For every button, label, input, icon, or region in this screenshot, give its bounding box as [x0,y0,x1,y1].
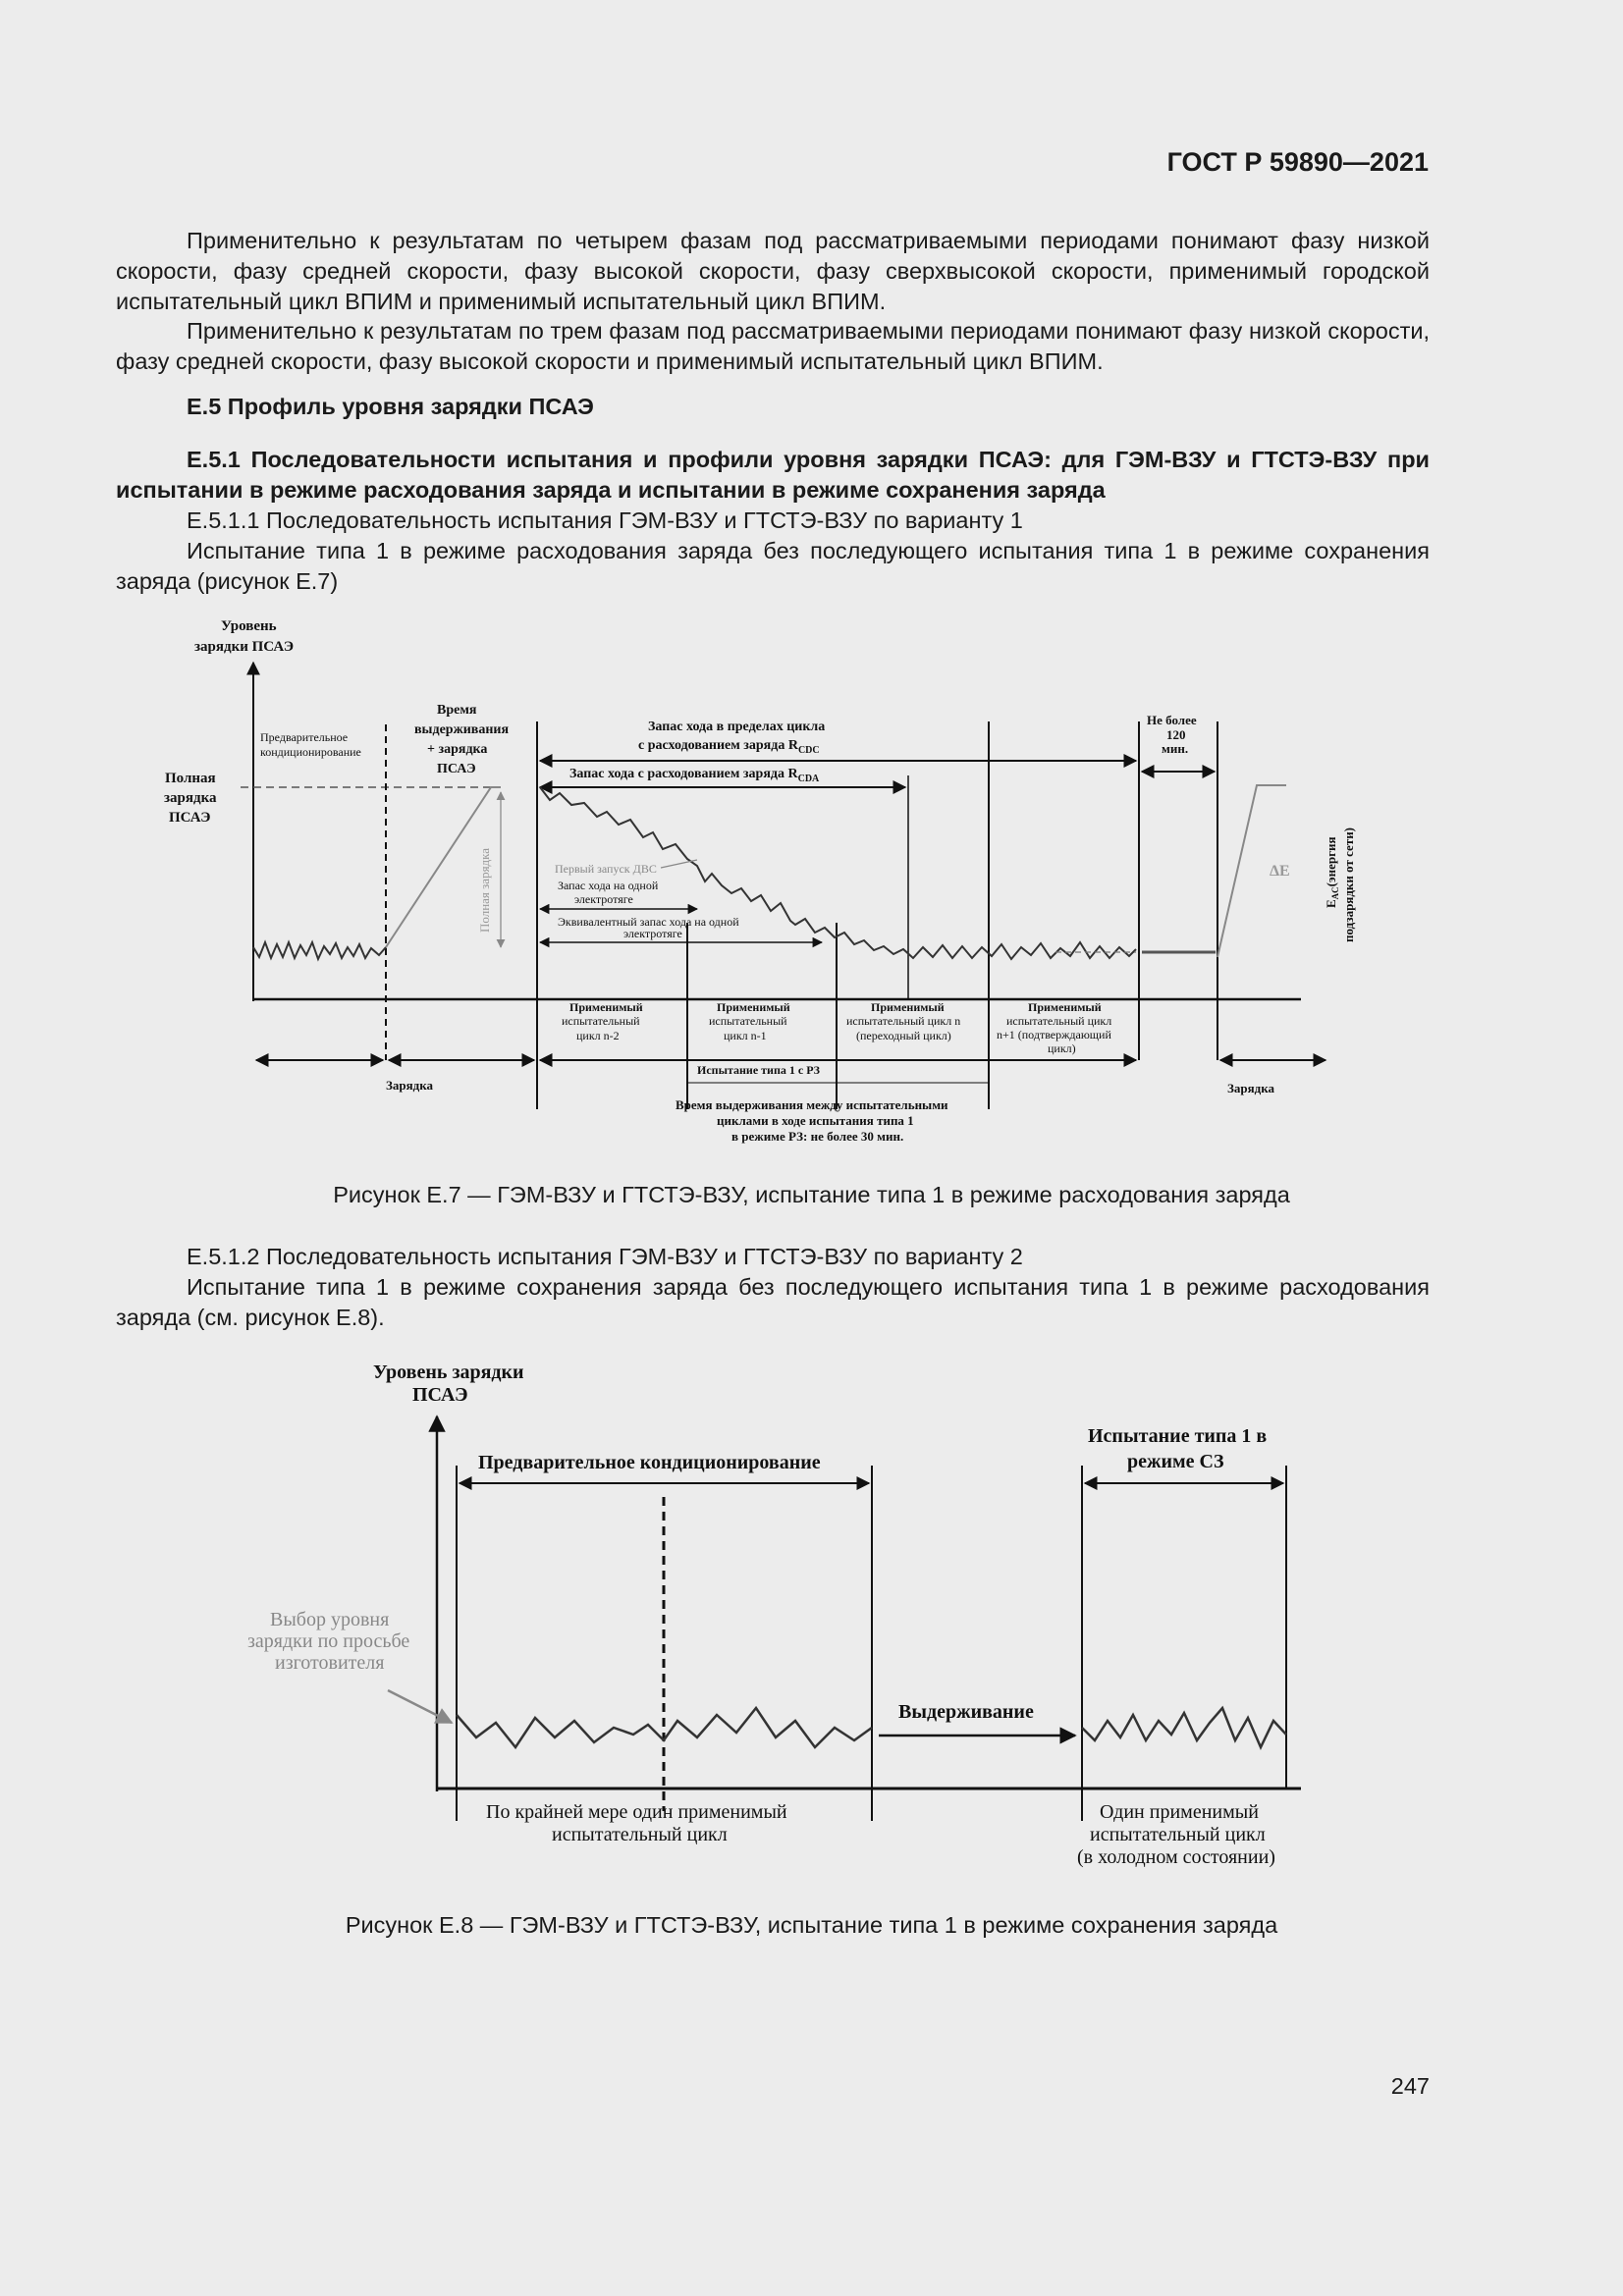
soak-between-label-2: циклами в ходе испытания типа 1 [717,1113,914,1128]
figure-e7-caption: Рисунок Е.7 — ГЭМ-ВЗУ и ГТСТЭ-ВЗУ, испытание типа 1 в режиме расходования заряда [333,1182,1290,1207]
rcda-text: Запас хода с расходованием заряда R [569,767,798,781]
document-number: ГОСТ Р 59890—2021 [1166,147,1429,177]
soak-between-label-3: в режиме РЗ: не более 30 мин. [731,1129,904,1144]
soak-label-1: Время [437,703,477,718]
section-heading-e5 [116,392,1430,422]
e8-soc-select-label-1: Выбор уровня [270,1609,390,1630]
figure-e7-diagram [147,609,1375,1158]
delta-e-label: ΔE [1270,863,1290,880]
full-charge-vertical-label: Полная зарядка [477,847,492,933]
cycle-n1-label-3: цикл n-1 [724,1029,767,1042]
rcdc-label-2 [638,738,820,756]
rcdc-label-1: Запас хода в пределах цикла [648,720,826,734]
cycle-confirm-label-1: Применимый [1028,1000,1102,1014]
paragraph-text: Испытание типа 1 в режиме расходования заряда без последующего испытания типа 1 в режиме сохранения заряда (рисунок Е.7) [116,538,1430,594]
soak-label-4: ПСАЭ [437,762,476,776]
eac-label-2: подзарядки от сети) [1341,827,1356,942]
aer-label-2: электротяге [574,892,633,906]
ice-start-leader [661,860,697,868]
e8-min-cycle-label-2: испытательный цикл [552,1824,728,1845]
section-heading-e51 [116,445,1430,506]
e8-one-cycle-label-2: испытательный цикл [1090,1824,1266,1845]
e8-soc-select-label-3: изготовителя [275,1652,385,1674]
paragraph-text: Е.5.1.1 Последовательность испытания ГЭМ-ВЗУ и ГТСТЭ-ВЗУ по варианту 1 [187,507,1023,533]
aer-label-1: Запас хода на одной [558,879,659,892]
paragraph-text: Е.5.1.2 Последовательность испытания ГЭМ-ВЗУ и ГТСТЭ-ВЗУ по варианту 2 [187,1244,1023,1269]
eaer-label-1: Эквивалентный запас хода на одной [558,915,739,929]
e8-cs-test-label-1: Испытание типа 1 в [1088,1425,1268,1447]
charge-left-label: Зарядка [386,1078,433,1093]
cycle-n2-label-2: испытательный [562,1014,640,1028]
page-number: 247 [1390,2073,1430,2099]
paragraph-variant1 [116,536,1430,597]
heading-text: Е.5 Профиль уровня зарядки ПСАЭ [187,394,594,419]
max120-label-1: Не более [1147,713,1197,727]
heading-text: Е.5.1 Последовательности испытания и профили уровня зарядки ПСАЭ: для ГЭМ-ВЗУ и ГТСТЭ-ВЗУ при испытании в режиме расходования заряда и испытании в режиме сохранения заряда [116,447,1430,503]
paragraph-text: Применительно к результатам по трем фазам под рассматриваемыми периодами понимают фазу низкой скорости, фазу средней скорости, фазу высокой скорости и применимый испытательный цикл ВПИМ. [116,318,1430,374]
precond-label-1: Предварительное [260,730,349,744]
paragraph-e512 [116,1242,1430,1272]
full-charge-label-1: Полная [165,771,216,786]
cycle-confirm-label-3: n+1 (подтверждающий [997,1028,1111,1041]
figure-e8-diagram [236,1350,1325,1890]
e8-cs-soc-trace [1082,1708,1286,1747]
e8-one-cycle-label-3: (в холодном состоянии) [1077,1846,1275,1868]
eac-subscript: AC [1330,886,1340,900]
cycle-confirm-label-2: испытательный цикл [1006,1014,1112,1028]
charge-right-label: Зарядка [1227,1081,1274,1095]
soak-between-label-1: Время выдерживания между испытательными [676,1097,948,1112]
e8-y-axis-label-1: Уровень зарядки [373,1362,524,1383]
paragraph-text: Испытание типа 1 в режиме сохранения заряда без последующего испытания типа 1 в режиме расходования заряда (см. рисунок Е.8). [116,1274,1430,1330]
e8-cs-test-label-2: режиме СЗ [1127,1451,1224,1472]
ice-start-label: Первый запуск ДВС [555,862,657,876]
rcdc-text: с расходованием заряда R [638,738,798,753]
cycle-n1-label-1: Применимый [717,1000,790,1014]
y-axis-label-1: Уровень [221,618,277,634]
paragraph-text: Применительно к результатам по четырем фазам под рассматриваемыми периодами понимают фазу низкой скорости, фазу средней скорости, фазу высокой скорости, фазу сверхвысокой скорости, применимый городской испытательный цикл ВПИМ и применимый испытательный цикл ВПИМ. [116,228,1430,314]
soak-label-2: выдерживания [414,722,510,737]
e8-soc-select-label-2: зарядки по просьбе [247,1630,410,1652]
e8-one-cycle-label-1: Один применимый [1100,1801,1259,1823]
cycle-n-label-2: испытательный цикл n [846,1014,961,1028]
eaer-label-2: электротяге [623,927,682,940]
soak-label-3: + зарядка [427,742,488,757]
e8-precond-label: Предварительное кондиционирование [478,1452,821,1473]
eac-energy: (энергия [1324,836,1338,887]
y-axis-label-2: зарядки ПСАЭ [194,639,294,655]
e8-y-axis-label-2: ПСАЭ [412,1384,468,1406]
precond-soc-trace [253,942,386,959]
paragraph-e511 [116,506,1430,536]
paragraph-four-phases [116,226,1430,317]
cycle-n1-label-2: испытательный [709,1014,787,1028]
max120-label-2: 120 [1166,727,1186,742]
cycle-n2-label-1: Применимый [569,1000,643,1014]
cycle-confirm-label-4: цикл) [1048,1041,1076,1055]
figure-e8-caption: Рисунок Е.8 — ГЭМ-ВЗУ и ГТСТЭ-ВЗУ, испытание типа 1 в режиме сохранения заряда [345,1912,1278,1938]
paragraph-variant2 [116,1272,1430,1333]
cycle-n2-label-3: цикл n-2 [576,1029,620,1042]
e8-min-cycle-label-1: По крайней мере один применимый [486,1801,787,1823]
cycle-n-label-1: Применимый [871,1000,945,1014]
e8-soc-select-arrow [388,1690,452,1723]
rcda-subscript: CDA [797,774,820,784]
e8-soak-label: Выдерживание [898,1701,1034,1723]
cycle-n-label-3: (переходный цикл) [856,1029,951,1042]
full-charge-label-2: зарядка [164,790,217,806]
paragraph-three-phases [116,316,1430,377]
precond-label-2: кондиционирование [260,745,361,759]
rcda-label [569,767,820,784]
eac-e: E [1324,899,1338,908]
eac-label [1324,836,1340,908]
full-charge-label-3: ПСАЭ [169,810,211,826]
max120-label-3: мин. [1162,741,1189,756]
rcdc-subscript: CDC [797,745,820,756]
cd-test-label: Испытание типа 1 с РЗ [697,1063,820,1077]
e8-precond-soc-trace [457,1708,872,1747]
